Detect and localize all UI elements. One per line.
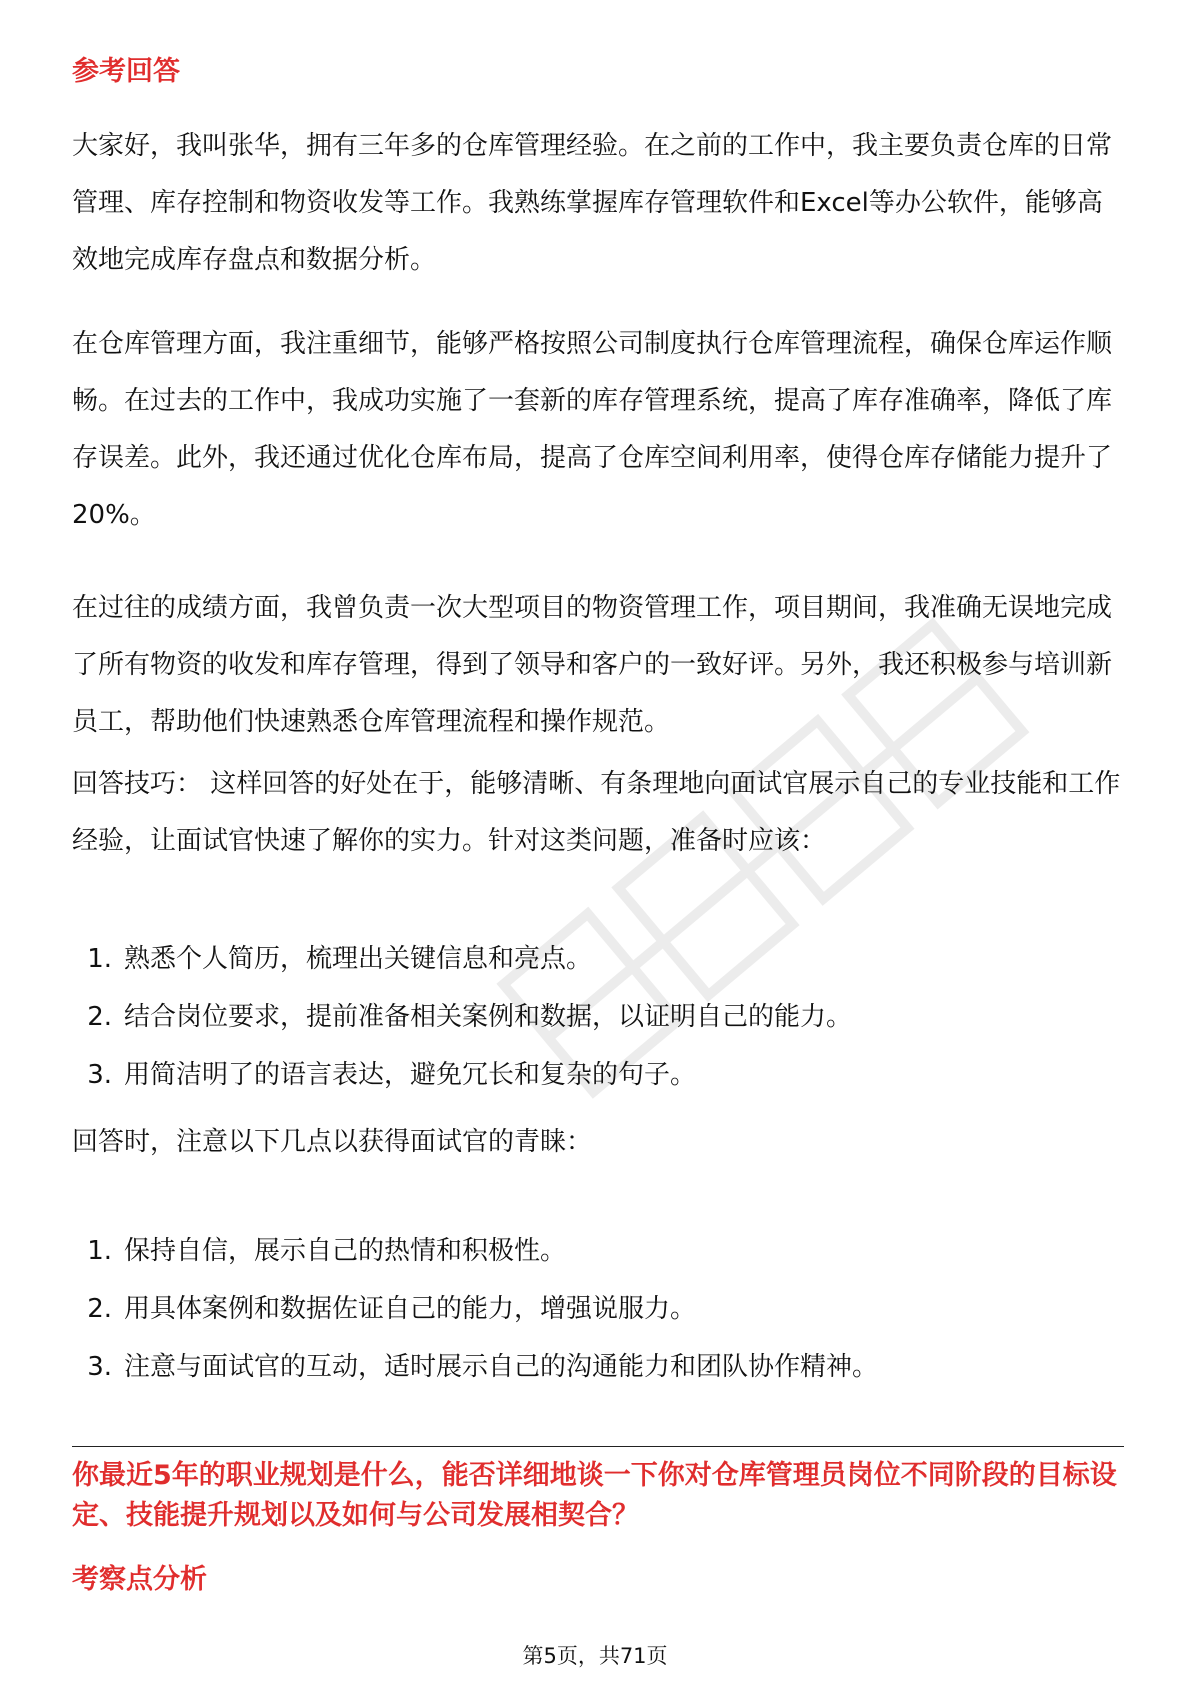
list-item <box>72 1046 1124 1104</box>
reference-answer-title: 参考回答 <box>72 56 180 87</box>
list-number: 3. <box>87 1352 112 1382</box>
list-text: 用简洁明了的语言表达，避免冗长和复杂的句子。 <box>124 1060 697 1090</box>
list-item <box>72 1280 1124 1338</box>
analysis-title: 考察点分析 <box>72 1564 207 1595</box>
list-number: 2. <box>87 1294 112 1324</box>
list-text: 用具体案例和数据佐证自己的能力，增强说服力。 <box>124 1294 697 1324</box>
list-number: 3. <box>87 1060 112 1090</box>
answer-tips-paragraph: 回答技巧： 这样回答的好处在于，能够清晰、有条理地向面试官展示自己的专业技能和工作经验，让面试官快速了解你的实力。针对这类问题，准备时应该： <box>72 769 1121 856</box>
answer-paragraph-2: 在仓库管理方面，我注重细节，能够严格按照公司制度执行仓库管理流程，确保仓库运作顺畅。在过去的工作中，我成功实施了一套新的库存管理系统，提高了库存准确率，降低了库存误差。此外，我还通过优化仓库布局，提高了仓库空间利用率，使得仓库存储能力提升了20%。 <box>72 329 1113 530</box>
list-text: 保持自信，展示自己的热情和积极性。 <box>124 1236 567 1266</box>
attention-intro: 回答时，注意以下几点以获得面试官的青睐： <box>72 1127 593 1157</box>
answer-paragraph-3: 在过往的成绩方面，我曾负责一次大型项目的物资管理工作，项目期间，我准确无误地完成了所有物资的收发和库存管理，得到了领导和客户的一致好评。另外，我还积极参与培训新员工，帮助他们快速熟悉仓库管理流程和操作规范。 <box>72 593 1113 737</box>
page-footer: 第5页，共71页 <box>522 1644 668 1668</box>
list-number: 1. <box>87 1236 112 1266</box>
list-number: 2. <box>87 1002 112 1032</box>
list-item <box>72 1222 1124 1280</box>
list-text: 结合岗位要求，提前准备相关案例和数据，以证明自己的能力。 <box>124 1002 853 1032</box>
list-number: 1. <box>87 944 112 974</box>
prep-list <box>72 930 1124 1104</box>
section-divider <box>72 1446 1124 1447</box>
list-text: 熟悉个人简历，梳理出关键信息和亮点。 <box>124 944 593 974</box>
list-item <box>72 988 1124 1046</box>
next-question-heading: 你最近5年的职业规划是什么，能否详细地谈一下你对仓库管理员岗位不同阶段的目标设定、技能提升规划以及如何与公司发展相契合？ <box>72 1460 1117 1531</box>
attention-list <box>72 1222 1124 1396</box>
list-item <box>72 1338 1124 1396</box>
list-text: 注意与面试官的互动，适时展示自己的沟通能力和团队协作精神。 <box>124 1352 879 1382</box>
answer-paragraph-1: 大家好，我叫张华，拥有三年多的仓库管理经验。在之前的工作中，我主要负责仓库的日常管理、库存控制和物资收发等工作。我熟练掌握库存管理软件和Excel等办公软件，能够高效地完成库存盘点和数据分析。 <box>72 131 1113 275</box>
list-item <box>72 930 1124 988</box>
